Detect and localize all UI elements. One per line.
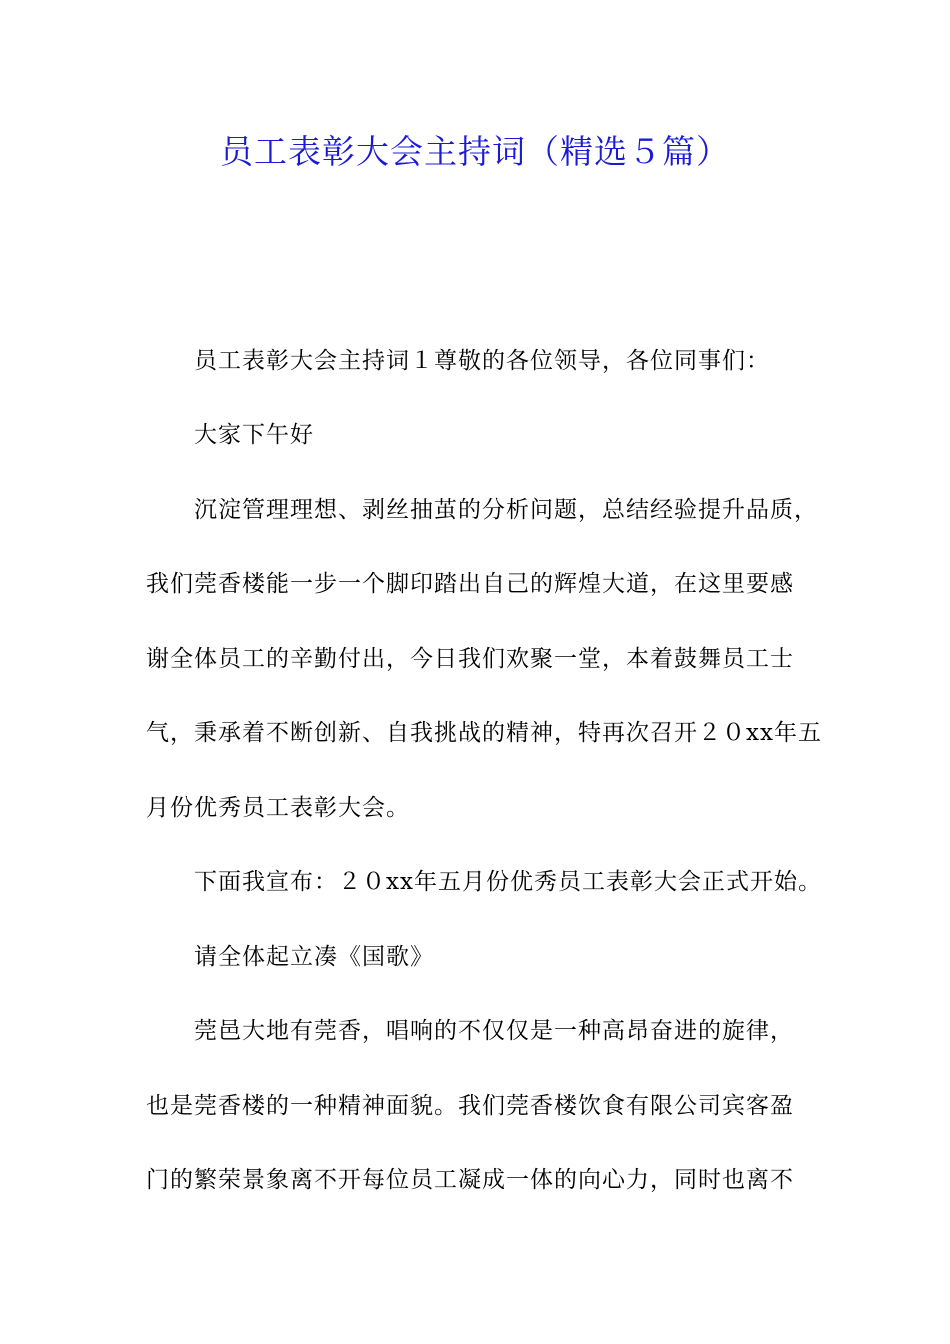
paragraph-line: 大家下午好 bbox=[194, 422, 314, 448]
paragraph-line: 门的繁荣景象离不开每位员工凝成一体的向心力，同时也离不 bbox=[146, 1167, 794, 1193]
paragraph-line: 谢全体员工的辛勤付出，今日我们欢聚一堂，本着鼓舞员工士 bbox=[146, 646, 794, 672]
paragraph-line: 气，秉承着不断创新、自我挑战的精神，特再次召开２０xx年五 bbox=[146, 720, 822, 746]
paragraph-line: 员工表彰大会主持词１尊敬的各位领导，各位同事们： bbox=[194, 348, 770, 374]
paragraph-line: 月份优秀员工表彰大会。 bbox=[146, 795, 410, 821]
page-title: 员工表彰大会主持词（精选５篇） bbox=[220, 132, 730, 171]
paragraph-line: 沉淀管理理想、剥丝抽茧的分析问题，总结经验提升品质， bbox=[194, 497, 818, 523]
paragraph-line: 我们莞香楼能一步一个脚印踏出自己的辉煌大道，在这里要感 bbox=[146, 571, 794, 597]
paragraph-line: 下面我宣布：２０xx年五月份优秀员工表彰大会正式开始。 bbox=[194, 869, 822, 895]
paragraph-line: 请全体起立凑《国歌》 bbox=[194, 944, 434, 970]
paragraph-line: 莞邑大地有莞香，唱响的不仅仅是一种高昂奋进的旋律， bbox=[194, 1018, 794, 1044]
paragraph-line: 也是莞香楼的一种精神面貌。我们莞香楼饮食有限公司宾客盈 bbox=[146, 1093, 794, 1119]
